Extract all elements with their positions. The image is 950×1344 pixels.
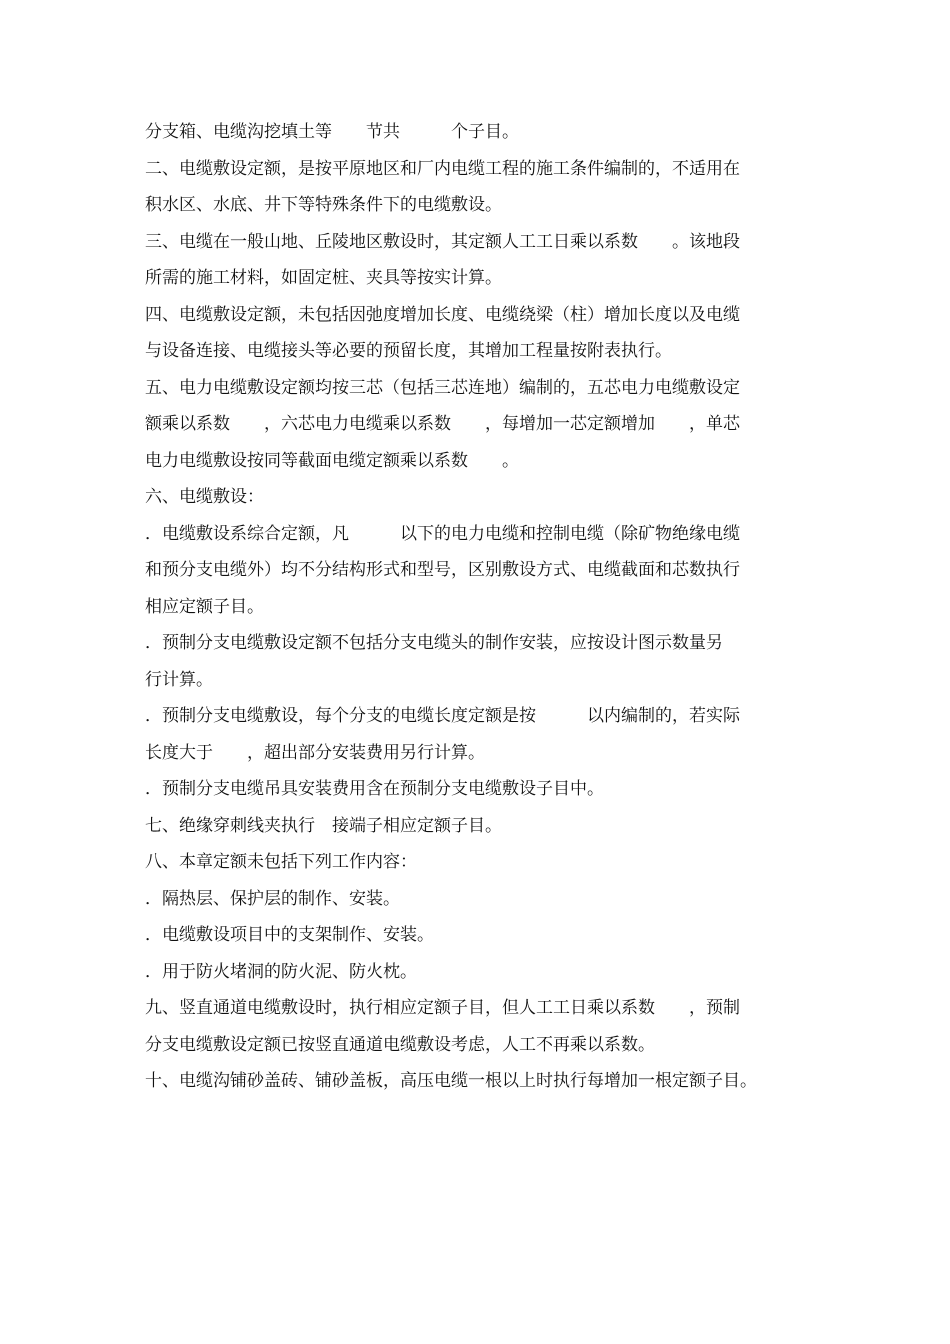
text-line: 九、竖直通道电缆敷设时，执行相应定额子目，但人工工日乘以系数 ，预制: [145, 998, 740, 1018]
text-line: 与设备连接、电缆接头等必要的预留长度，其增加工程量按附表执行。: [145, 341, 672, 361]
text-line: 所需的施工材料，如固定桩、夹具等按实计算。: [145, 268, 502, 288]
text-line: 四、电缆敷设定额，未包括因弛度增加长度、电缆绕梁（柱）增加长度以及电缆: [145, 304, 740, 325]
text-line: ．预制分支电缆敷设，每个分支的电缆长度定额是按 以内编制的，若实际: [145, 706, 740, 726]
text-line: 十、电缆沟铺砂盖砖、铺砂盖板，高压电缆一根以上时执行每增加一根定额子目。: [145, 1071, 757, 1091]
text-line: ．用于防火堵洞的防火泥、防火枕。: [145, 961, 417, 982]
text-line: 七、绝缘穿刺线夹执行 接端子相应定额子目。: [145, 815, 502, 836]
text-line: 积水区、水底、井下等特殊条件下的电缆敷设。: [145, 195, 502, 215]
text-line: 五、电力电缆敷设定额均按三芯（包括三芯连地）编制的，五芯电力电缆敷设定: [145, 377, 740, 398]
text-line: 六、电缆敷设：: [145, 487, 264, 507]
text-line: ．隔热层、保护层的制作、安装。: [145, 888, 400, 909]
text-line: 长度大于 ，超出部分安装费用另行计算。: [145, 742, 485, 763]
text-line: 八、本章定额未包括下列工作内容：: [145, 852, 417, 872]
text-line: ．预制分支电缆吊具安装费用含在预制分支电缆敷设子目中。: [145, 779, 604, 799]
text-line: ．预制分支电缆敷设定额不包括分支电缆头的制作安装，应按设计图示数量另: [145, 633, 723, 653]
text-line: 分支箱、电缆沟挖填土等 节共 个子目。: [145, 122, 519, 142]
text-line: 三、电缆在一般山地、丘陵地区敷设时，其定额人工工日乘以系数 。该地段: [145, 231, 740, 252]
text-line: ．电缆敷设系综合定额，凡 以下的电力电缆和控制电缆（除矿物绝缘电缆: [145, 523, 740, 544]
text-line: 相应定额子目。: [145, 596, 264, 617]
text-line: 和预分支电缆外）均不分结构形式和型号，区别敷设方式、电缆截面和芯数执行: [145, 560, 740, 580]
text-line: 行计算。: [145, 669, 213, 690]
text-line: 额乘以系数 ，六芯电力电缆乘以系数 ，每增加一芯定额增加 ，单芯: [145, 414, 740, 434]
text-line: 二、电缆敷设定额，是按平原地区和厂内电缆工程的施工条件编制的，不适用在: [145, 158, 740, 179]
body-text: [145, 114, 810, 1100]
text-line: ．电缆敷设项目中的支架制作、安装。: [145, 925, 434, 945]
text-line: 电力电缆敷设按同等截面电缆定额乘以系数 。: [145, 450, 519, 471]
text-line: 分支电缆敷设定额已按竖直通道电缆敷设考虑，人工不再乘以系数。: [145, 1034, 655, 1055]
